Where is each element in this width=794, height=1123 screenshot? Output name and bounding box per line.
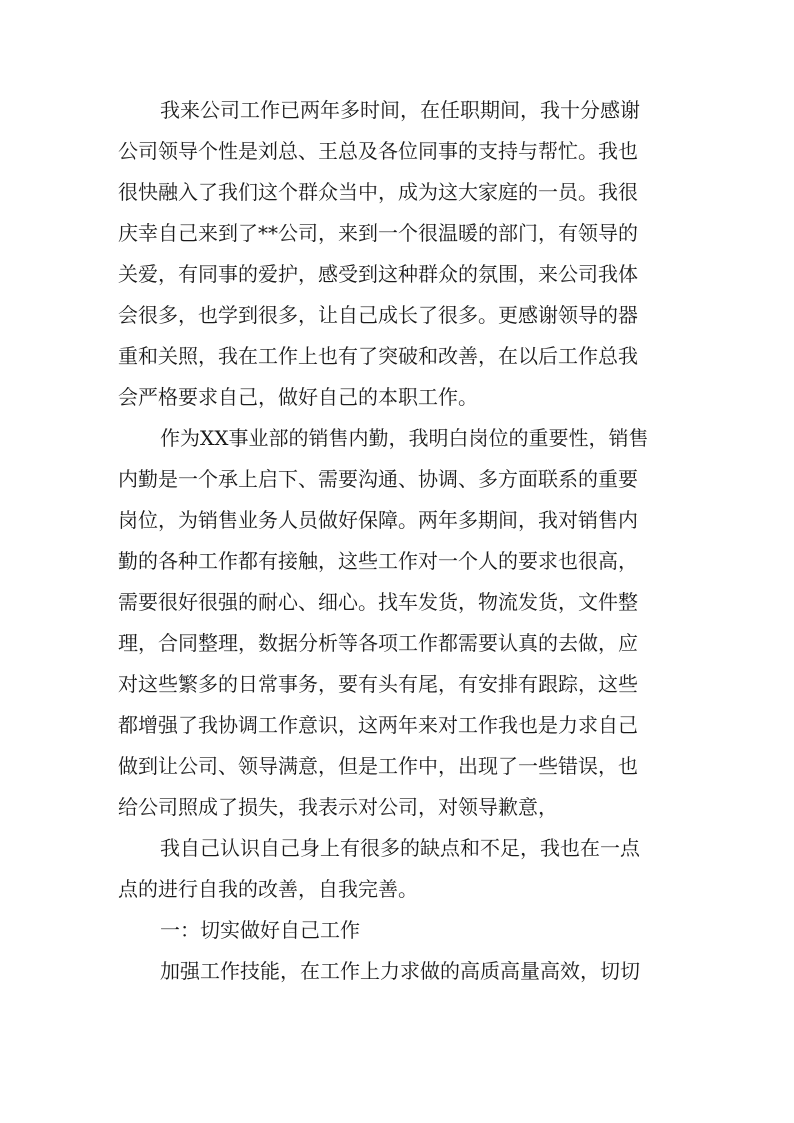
paragraph-2-line-8: 都增强了我协调工作意识，这两年来对工作我也是力求自己 [118,713,638,737]
paragraph-2-line-2: 内勤是一个承上启下、需要沟通、协调、多方面联系的重要 [118,467,638,491]
paragraph-1-line-6: 会很多，也学到很多，让自己成长了很多。更感谢领导的器 [118,303,638,327]
section-heading-1: 一：切实做好自己工作 [160,918,360,942]
paragraph-2-line-10: 给公司照成了损失，我表示对公司，对领导歉意， [118,795,558,819]
paragraph-4-line-1: 加强工作技能，在工作上力求做的高质高量高效，切切 [160,959,640,983]
paragraph-3-line-1: 我自己认识自己身上有很多的缺点和不足，我也在一点 [160,836,640,860]
paragraph-2-line-7: 对这些繁多的日常事务，要有头有尾，有安排有跟踪，这些 [118,672,638,696]
paragraph-2-line-5: 需要很好很强的耐心、细心。找车发货，物流发货，文件整 [118,590,638,614]
paragraph-2-line-6: 理，合同整理，数据分析等各项工作都需要认真的去做，应 [118,631,638,655]
paragraph-1-line-8: 会严格要求自己，做好自己的本职工作。 [118,385,478,409]
paragraph-2-line-9: 做到让公司、领导满意，但是工作中，出现了一些错误，也 [118,754,638,778]
paragraph-1-line-2: 公司领导个性是刘总、王总及各位同事的支持与帮忙。我也 [118,139,638,163]
paragraph-2-line-4: 勤的各种工作都有接触，这些工作对一个人的要求也很高， [118,549,638,573]
paragraph-1-line-4: 庆幸自己来到了**公司，来到一个很温暖的部门，有领导的 [118,221,638,245]
paragraph-1-line-1: 我来公司工作已两年多时间，在任职期间，我十分感谢 [160,98,640,122]
paragraph-1-line-7: 重和关照，我在工作上也有了突破和改善，在以后工作总我 [118,344,638,368]
paragraph-2-line-1: 作为XX事业部的销售内勤，我明白岗位的重要性，销售 [160,426,649,450]
paragraph-3-line-2: 点的进行自我的改善，自我完善。 [118,877,418,901]
paragraph-1-line-3: 很快融入了我们这个群众当中，成为这大家庭的一员。我很 [118,180,638,204]
paragraph-2-line-3: 岗位，为销售业务人员做好保障。两年多期间，我对销售内 [118,508,638,532]
paragraph-1-line-5: 关爱，有同事的爱护，感受到这种群众的氛围，来公司我体 [118,262,638,286]
